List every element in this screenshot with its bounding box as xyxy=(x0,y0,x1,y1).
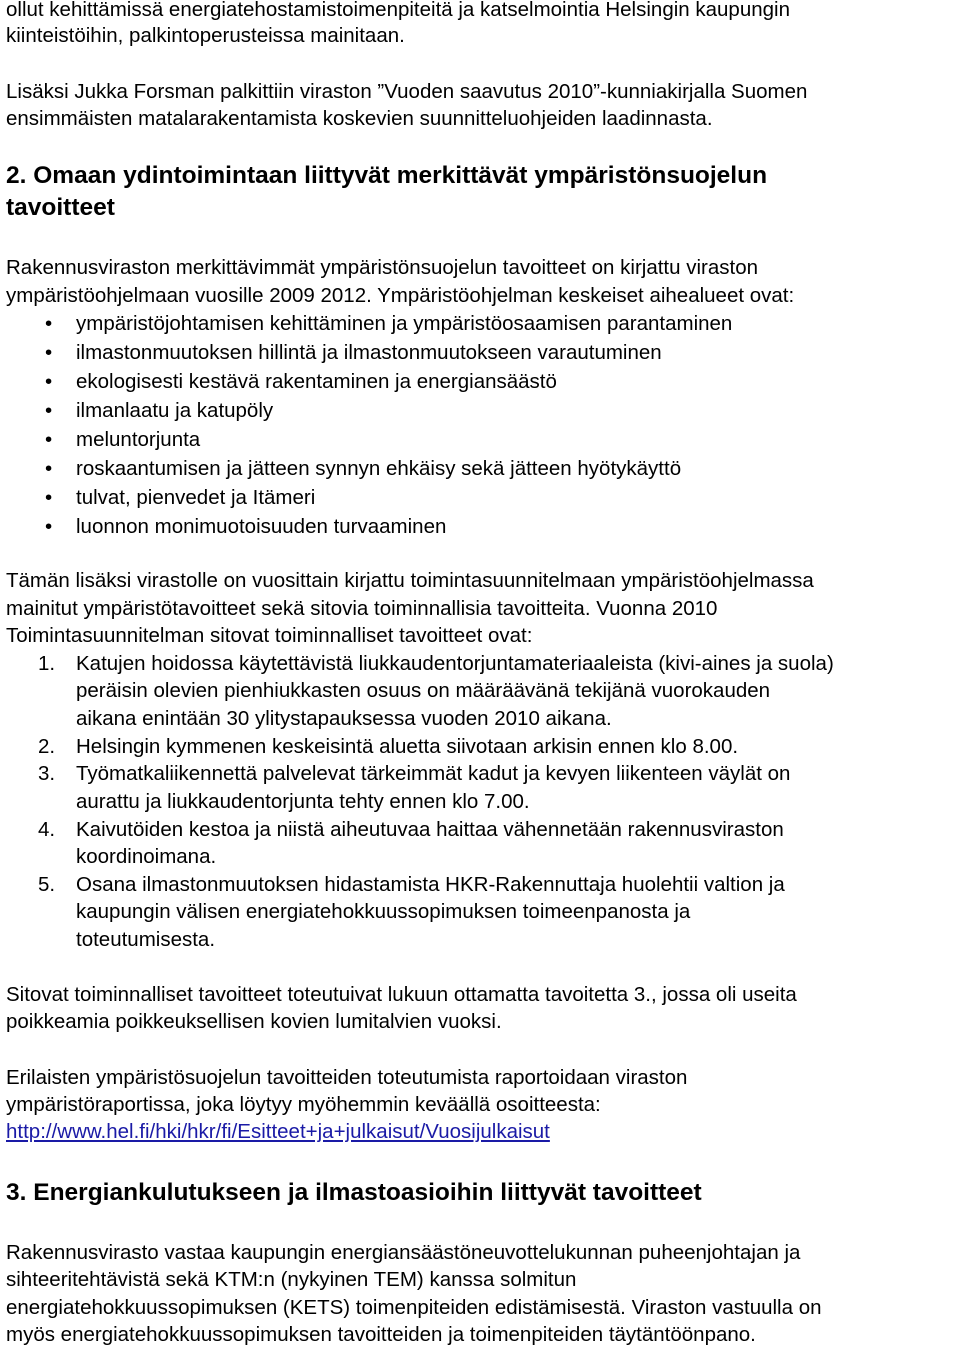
paragraph-line: Tämän lisäksi virastolle on vuosittain kirjattu toimintasuunnitelmaan ympäristöohjelmassa xyxy=(6,569,814,592)
list-item: aurattu ja liukkaudentorjunta tehty ennen klo 7.00. xyxy=(76,790,530,813)
intro-line: ollut kehittämissä energiatehostamistoimenpiteitä ja katselmointia Helsingin kaupungin xyxy=(6,0,790,21)
list-item: Katujen hoidossa käytettävistä liukkaudentorjuntamateriaaleista (kivi-aines ja suola) xyxy=(76,652,834,675)
intro-line: kiinteistöihin, palkintoperusteissa mainitaan. xyxy=(6,24,405,47)
list-item: Työmatkaliikennettä palvelevat tärkeimmät kadut ja kevyen liikenteen väylät on xyxy=(76,762,791,785)
list-item: kaupungin välisen energiatehokkuussopimuksen toimeenpanosta ja xyxy=(76,900,691,923)
list-item: toteutumisesta. xyxy=(76,928,216,951)
list-item: Kaivutöiden kestoa ja niistä aiheutuvaa haittaa vähennetään rakennusviraston xyxy=(76,818,784,841)
section-2-heading: tavoitteet xyxy=(6,194,115,221)
bullet-icon: • xyxy=(45,428,53,451)
list-item: luonnon monimuotoisuuden turvaaminen xyxy=(76,515,447,538)
paragraph-line: sihteeritehtävistä sekä KTM:n (nykyinen TEM) kanssa solmitun xyxy=(6,1268,577,1291)
paragraph-line: mainitut ympäristötavoitteet sekä sitovia toiminnallisia tavoitteita. Vuonna 2010 xyxy=(6,597,718,620)
section-3-heading: 3. Energiankulutukseen ja ilmastoasioihin liittyvät tavoitteet xyxy=(6,1179,702,1206)
list-number: 3. xyxy=(38,762,56,785)
bullet-icon: • xyxy=(45,312,53,335)
paragraph-line: energiatehokkuussopimuksen (KETS) toimenpiteiden edistämisestä. Viraston vastuulla on xyxy=(6,1296,822,1319)
report-link[interactable]: http://www.hel.fi/hki/hkr/fi/Esitteet+ja+julkaisut/Vuosijulkaisut xyxy=(6,1120,550,1143)
paragraph-line: poikkeamia poikkeuksellisen kovien lumitalvien vuoksi. xyxy=(6,1010,502,1033)
list-item: tulvat, pienvedet ja Itämeri xyxy=(76,486,316,509)
intro-line: ensimmäisten matalarakentamista koskevien suunnitteluohjeiden laadinnasta. xyxy=(6,107,713,130)
intro-line: Lisäksi Jukka Forsman palkittiin viraston ”Vuoden saavutus 2010”-kunniakirjalla Suomen xyxy=(6,80,808,103)
bullet-icon: • xyxy=(45,341,53,364)
paragraph-line: Rakennusvirasto vastaa kaupungin energiansäästöneuvottelukunnan puheenjohtajan ja xyxy=(6,1241,801,1264)
bullet-icon: • xyxy=(45,399,53,422)
paragraph-line: Erilaisten ympäristösuojelun tavoitteiden toteutumista raportoidaan viraston xyxy=(6,1066,688,1089)
list-number: 4. xyxy=(38,818,56,841)
list-item: peräisin olevien pienhiukkasten osuus on määräävänä tekijänä vuorokauden xyxy=(76,679,771,702)
list-item: koordinoimana. xyxy=(76,845,217,868)
list-item: aikana enintään 30 ylitystapauksessa vuoden 2010 aikana. xyxy=(76,707,612,730)
bullet-icon: • xyxy=(45,457,53,480)
list-number: 2. xyxy=(38,735,56,758)
list-number: 1. xyxy=(38,652,56,675)
list-number: 5. xyxy=(38,873,56,896)
list-item: roskaantumisen ja jätteen synnyn ehkäisy sekä jätteen hyötykäyttö xyxy=(76,457,682,480)
paragraph-line: Rakennusviraston merkittävimmät ympäristönsuojelun tavoitteet on kirjattu viraston xyxy=(6,256,758,279)
list-item: ympäristöjohtamisen kehittäminen ja ympäristöosaamisen parantaminen xyxy=(76,312,733,335)
list-item: meluntorjunta xyxy=(76,428,201,451)
list-item: ilmanlaatu ja katupöly xyxy=(76,399,274,422)
paragraph-line: ympäristöraportissa, joka löytyy myöhemmin keväällä osoitteesta: xyxy=(6,1093,601,1116)
section-2-heading: 2. Omaan ydintoimintaan liittyvät merkittävät ympäristönsuojelun xyxy=(6,162,768,189)
bullet-icon: • xyxy=(45,486,53,509)
list-item: ekologisesti kestävä rakentaminen ja energiansäästö xyxy=(76,370,557,393)
list-item: ilmastonmuutoksen hillintä ja ilmastonmuutokseen varautuminen xyxy=(76,341,662,364)
list-item: Helsingin kymmenen keskeisintä aluetta siivotaan arkisin ennen klo 8.00. xyxy=(76,735,739,758)
paragraph-line: Sitovat toiminnalliset tavoitteet toteutuivat lukuun ottamatta tavoitetta 3., jossa oli useita xyxy=(6,983,797,1006)
paragraph-line: Toimintasuunnitelman sitovat toiminnalliset tavoitteet ovat: xyxy=(6,624,533,647)
paragraph-line: ympäristöohjelmaan vuosille 2009 2012. Ympäristöohjelman keskeiset aihealueet ovat: xyxy=(6,284,795,307)
paragraph-line: myös energiatehokkuussopimuksen tavoitteiden ja toimenpiteiden täytäntöönpano. xyxy=(6,1323,756,1346)
bullet-icon: • xyxy=(45,370,53,393)
bullet-icon: • xyxy=(45,515,53,538)
list-item: Osana ilmastonmuutoksen hidastamista HKR-Rakennuttaja huolehtii valtion ja xyxy=(76,873,785,896)
